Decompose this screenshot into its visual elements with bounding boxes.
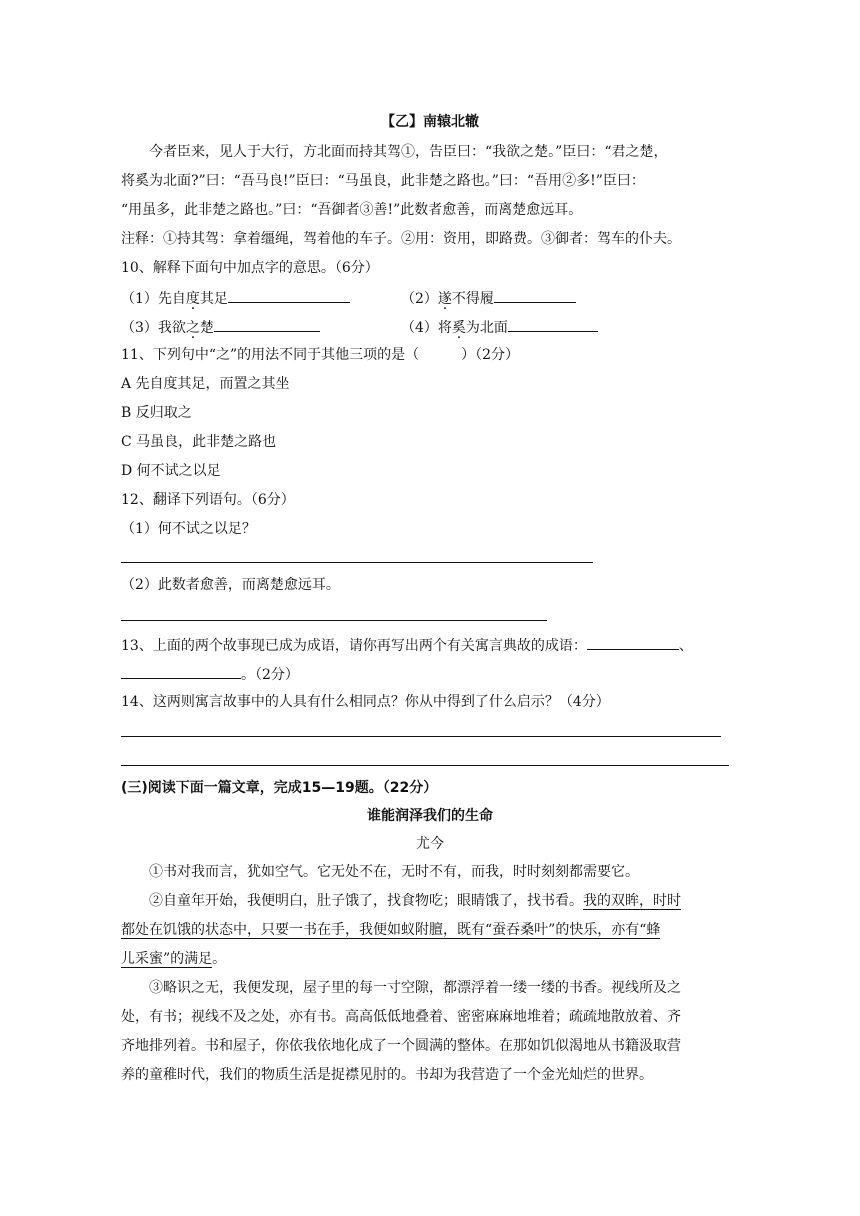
question-10-item-3 <box>121 316 320 338</box>
item-prefix: （1）先自 <box>121 291 186 307</box>
answer-line[interactable] <box>121 765 729 766</box>
underlined-sentence: 都处在饥饿的状态中，只要一书在手，我便如蚁附膻，既有“蚕吞桑叶”的快乐，亦有“蜂 <box>121 922 661 938</box>
article-title: 谁能润泽我们的生命 <box>367 808 493 824</box>
dotted-char: 度 <box>185 291 200 307</box>
option-a: A 先自度其足，而置之其坐 <box>121 376 290 392</box>
question-12-sentence-1: （1）何不试之以足？ <box>121 521 256 537</box>
answer-line[interactable] <box>121 620 547 621</box>
section-3-heading: (三)阅读下面一篇文章，完成15—19题。（22分） <box>121 780 438 796</box>
item-prefix: （3）我欲 <box>121 320 186 336</box>
question-10-stem: 10、解释下面句中加点字的意思。（6分） <box>121 260 379 276</box>
option-b: B 反归取之 <box>121 405 192 421</box>
answer-blank[interactable] <box>228 287 350 303</box>
paragraph-text: 。 <box>212 951 227 967</box>
item-suffix: 不得履 <box>451 291 494 307</box>
item-suffix: 楚 <box>199 320 214 336</box>
paragraph-text: ②自童年开始，我便明白，肚子饿了，找食物吃；眼睛饿了，找书看。 <box>149 893 583 909</box>
option-d: D 何不试之以足 <box>121 463 221 479</box>
separator: 、 <box>678 638 693 654</box>
question-14-stem: 14、这两则寓言故事中的人具有什么相同点？你从中得到了什么启示？（4分） <box>121 694 610 710</box>
article-paragraph-1: ①书对我而言，犹如空气。它无处不在，无时不有，而我，时时刻刻都需要它。 <box>149 864 639 880</box>
underlined-sentence: 我的双眸，时时 <box>583 893 681 909</box>
answer-line[interactable] <box>121 736 721 737</box>
option-c: C 马虽良，此非楚之路也 <box>121 434 277 450</box>
answer-blank[interactable] <box>508 316 598 332</box>
answer-blank[interactable] <box>587 634 679 650</box>
item-suffix: 为北面 <box>465 320 508 336</box>
item-suffix: 其足 <box>199 291 228 307</box>
article-paragraph-3-line: 养的童稚时代，我们的物质生活是捉襟见肘的。书却为我营造了一个金光灿烂的世界。 <box>121 1067 653 1083</box>
passage-line: 将奚为北面?”曰：“吾马良!”臣曰：“马虽良，此非楚之路也。”曰：“吾用②多!”臣曰： <box>121 173 645 189</box>
item-prefix: （4）将 <box>401 320 452 336</box>
answer-line[interactable] <box>121 562 593 563</box>
article-paragraph-3-line: 处，有书；视线不及之处，亦有书。高高低低地叠着、密密麻麻地堆着；疏疏地散放着、齐 <box>121 1009 681 1025</box>
question-13-text: 13、上面的两个故事现已成为成语，请你再写出两个有关寓言典故的成语： <box>121 638 587 654</box>
answer-blank[interactable] <box>214 316 320 332</box>
dotted-char: 奚 <box>451 320 466 336</box>
question-12-stem: 12、翻译下列语句。（6分） <box>121 492 295 508</box>
question-10-item-2 <box>401 287 576 309</box>
article-paragraph-2-line-3 <box>121 949 226 969</box>
passage-title: 【乙】南辕北辙 <box>381 114 479 130</box>
question-13-stem <box>121 634 693 656</box>
article-paragraph-2-line-1 <box>149 891 681 911</box>
item-prefix: （2） <box>401 291 438 307</box>
article-paragraph-3-line: ③略识之无，我便发现，屋子里的每一寸空隙，都漂浮着一缕一缕的书香。视线所及之 <box>149 980 681 996</box>
dotted-char: 之 <box>185 320 200 336</box>
question-11-stem: 11、下列句中“之”的用法不同于其他三项的是（ ）（2分） <box>121 347 520 363</box>
annotation-note: 注释：①持其驾：拿着缰绳，驾着他的车子。②用：资用，即路费。③御者：驾车的仆夫。 <box>121 231 681 247</box>
article-paragraph-3-line: 齐地排列着。书和屋子，你依我依地化成了一个圆满的整体。在那如饥似渴地从书籍汲取营 <box>121 1038 681 1054</box>
question-13-tail: 。（2分） <box>241 667 299 683</box>
question-12-sentence-2: （2）此数者愈善，而离楚愈远耳。 <box>121 577 340 593</box>
passage-line: “用虽多，此非楚之路也。”曰：“吾御者③善!”此数者愈善，而离楚愈远耳。 <box>121 202 583 218</box>
answer-blank[interactable] <box>121 663 241 679</box>
underlined-sentence: 儿采蜜”的满足 <box>121 951 213 967</box>
question-10-item-4 <box>401 316 598 338</box>
question-10-item-1 <box>121 287 350 309</box>
article-author: 尤今 <box>416 836 444 852</box>
dotted-char: 遂 <box>437 291 452 307</box>
question-13-continuation <box>121 663 299 685</box>
passage-line: 今者臣来，见人于大行，方北面而持其驾①，告臣曰：“我欲之楚。”臣曰：“君之楚， <box>149 144 668 160</box>
article-paragraph-2-line-2 <box>121 920 660 940</box>
answer-blank[interactable] <box>494 287 576 303</box>
